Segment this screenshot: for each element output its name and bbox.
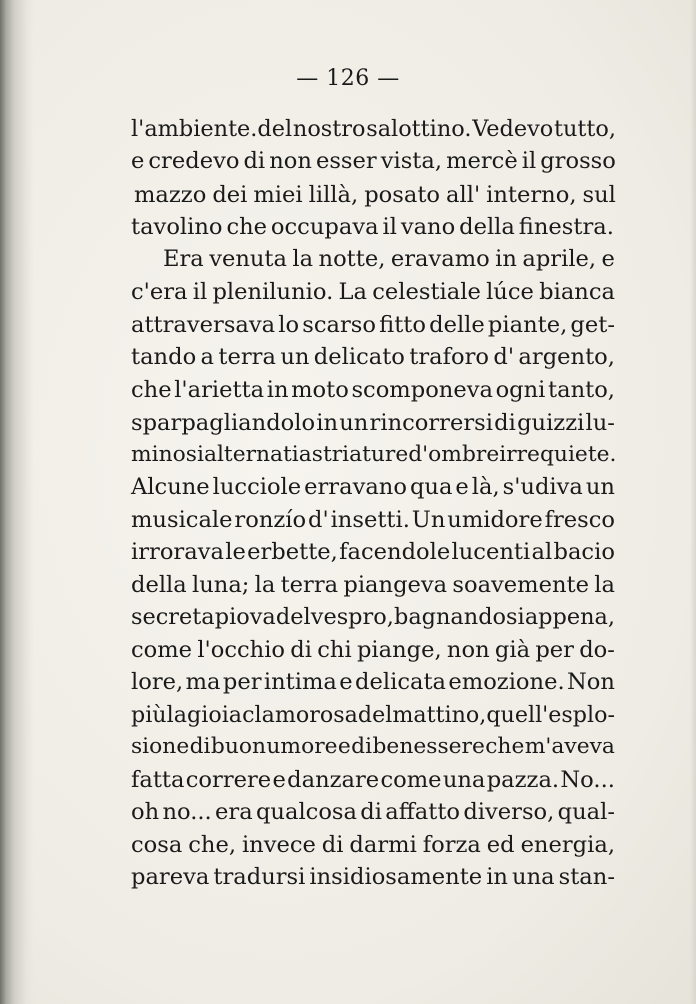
word: della xyxy=(131,572,187,598)
word: soavemente xyxy=(452,572,589,598)
word: pareva xyxy=(131,864,210,890)
word: La xyxy=(338,279,367,305)
word: do- xyxy=(579,637,615,663)
word: irrequiete. xyxy=(499,442,617,467)
word: nostro xyxy=(292,116,366,142)
word: tando xyxy=(131,344,197,370)
text-line xyxy=(131,862,615,892)
word: e xyxy=(601,246,615,272)
word: come xyxy=(131,637,193,663)
word: gioia xyxy=(187,702,243,728)
word: benessere xyxy=(372,734,485,759)
word: quell'esplo- xyxy=(486,702,615,728)
word: rincorrersi xyxy=(369,410,493,436)
word: irrorava xyxy=(131,539,224,565)
text-line xyxy=(131,277,615,307)
word: darmi xyxy=(349,832,417,858)
word: come xyxy=(380,767,442,793)
word: lo xyxy=(278,312,300,338)
word: sione xyxy=(131,734,190,759)
word: il xyxy=(521,148,537,174)
word: e xyxy=(339,669,353,695)
word: che xyxy=(485,734,525,759)
word: cosa xyxy=(131,832,183,858)
text-line xyxy=(131,765,615,795)
word: striature xyxy=(311,442,409,467)
word: lu- xyxy=(585,410,615,436)
word: di xyxy=(494,410,516,436)
word: musicale xyxy=(131,507,233,533)
word: Era xyxy=(163,246,204,272)
word: la xyxy=(166,702,187,728)
word: venuta xyxy=(209,246,287,272)
word: chi xyxy=(317,637,352,663)
word: il xyxy=(382,214,397,240)
word: diverso, xyxy=(463,799,555,825)
word: non xyxy=(446,637,490,663)
word: umidore xyxy=(447,507,543,533)
word: lucenti xyxy=(451,539,531,565)
word: terra xyxy=(280,572,339,598)
word: Non xyxy=(567,669,615,695)
word: vista, xyxy=(380,148,443,174)
word: delicato xyxy=(313,344,405,370)
word: l'ambiente.del xyxy=(131,116,293,142)
word: sul xyxy=(582,182,616,208)
word: lore, xyxy=(131,669,184,695)
word: erravano xyxy=(304,474,407,500)
word: lillà, xyxy=(308,182,359,208)
text-line xyxy=(131,635,615,665)
word: umore xyxy=(266,734,338,759)
word: invece xyxy=(241,832,316,858)
word: lúce xyxy=(486,279,534,305)
word: per xyxy=(222,669,262,695)
word: il xyxy=(192,279,208,305)
word: la xyxy=(292,246,314,272)
word: piangeva xyxy=(343,572,448,598)
word: danzare xyxy=(287,767,380,793)
word: un xyxy=(280,344,310,370)
word: emozione. xyxy=(448,669,565,695)
word: ronzío xyxy=(234,507,307,533)
word: correre xyxy=(185,767,272,793)
word: s'udiva xyxy=(502,474,583,500)
word: al xyxy=(531,539,553,565)
word: insidiosamente xyxy=(309,864,483,890)
word: plenilunio. xyxy=(212,279,334,305)
word: sparpagliandolo xyxy=(131,410,316,436)
word: là, xyxy=(471,474,500,500)
word: mattino, xyxy=(392,702,487,728)
word: una xyxy=(512,864,555,890)
word: mercè xyxy=(446,148,518,174)
word: no... xyxy=(162,799,212,825)
word: piante, xyxy=(487,312,568,338)
word: appena, xyxy=(524,604,615,630)
word: forza xyxy=(422,832,481,858)
text-line xyxy=(163,244,615,274)
text-line xyxy=(134,180,616,210)
text-line xyxy=(131,667,615,697)
word: dei xyxy=(212,182,248,208)
text-line xyxy=(131,537,615,567)
word: l'arietta xyxy=(174,377,265,403)
word: qua xyxy=(409,474,453,500)
word: in xyxy=(486,864,508,890)
word: No... xyxy=(560,767,615,793)
word: get- xyxy=(570,312,615,338)
word: guizzi xyxy=(517,410,585,436)
word: delle xyxy=(429,312,485,338)
word: eravamo xyxy=(390,246,490,272)
word: per xyxy=(535,637,574,663)
word: alternati xyxy=(203,442,299,467)
word: salottino. xyxy=(366,116,472,142)
word: bianca xyxy=(539,279,615,305)
word: che xyxy=(226,214,268,240)
word: fitto xyxy=(379,312,426,338)
text-line xyxy=(131,830,615,860)
word: buon xyxy=(210,734,267,759)
word: clamorosa xyxy=(242,702,358,728)
text-line xyxy=(131,440,615,470)
word: tutto, xyxy=(553,116,616,142)
word: di xyxy=(243,148,266,174)
word: scomponeva xyxy=(351,377,493,403)
word: Alcune xyxy=(131,474,210,500)
word: di xyxy=(290,637,312,663)
word: a xyxy=(200,344,215,370)
word: che xyxy=(131,377,172,403)
word: una xyxy=(442,767,486,793)
text-line xyxy=(131,700,615,730)
word: stan- xyxy=(558,864,615,890)
word: in xyxy=(316,410,339,436)
word: d' xyxy=(308,507,329,533)
word: grosso xyxy=(540,148,616,174)
word: oh xyxy=(131,799,160,825)
word: tanto, xyxy=(548,377,615,403)
word: attraversava xyxy=(131,312,276,338)
word: della xyxy=(459,214,515,240)
word: e xyxy=(337,734,351,759)
word: minosi xyxy=(131,442,204,467)
text-line xyxy=(131,408,615,438)
word: energia, xyxy=(520,832,615,858)
word: del xyxy=(357,702,393,728)
text-line xyxy=(131,310,615,340)
word: fresco xyxy=(544,507,615,533)
word: in xyxy=(495,246,517,272)
word: mazzo xyxy=(134,182,207,208)
word: ed xyxy=(486,832,515,858)
word: affatto xyxy=(385,799,461,825)
text-line xyxy=(131,472,615,502)
word: tavolino xyxy=(131,214,223,240)
word: intima xyxy=(263,669,337,695)
word: vespro, xyxy=(310,604,394,630)
text-line xyxy=(131,146,616,176)
word: celestiale xyxy=(372,279,481,305)
word: d'ombre xyxy=(408,442,500,467)
word: di xyxy=(321,832,344,858)
word: qualcosa xyxy=(255,799,358,825)
word: bacio xyxy=(553,539,615,565)
word: le xyxy=(225,539,246,565)
page-number: — 126 — xyxy=(296,66,400,91)
word: un xyxy=(339,410,369,436)
word: di xyxy=(360,799,382,825)
word: finestra. xyxy=(518,214,614,240)
word: un xyxy=(585,474,615,500)
word: luna; xyxy=(192,572,250,598)
word: di xyxy=(351,734,373,759)
word: piova xyxy=(214,604,276,630)
word: miei xyxy=(253,182,303,208)
word: non xyxy=(269,148,312,174)
text-line xyxy=(131,212,614,242)
word: secreta xyxy=(131,604,215,630)
word: scarso xyxy=(302,312,376,338)
text-line xyxy=(131,797,615,827)
word: terra xyxy=(218,344,276,370)
word: Vedevo xyxy=(472,116,554,142)
word: e xyxy=(131,148,145,174)
word: piange, xyxy=(356,637,442,663)
word: posato xyxy=(364,182,441,208)
word: la xyxy=(594,572,615,598)
word: era xyxy=(215,799,253,825)
word: vano xyxy=(400,214,456,240)
word: all' xyxy=(446,182,481,208)
word: m'aveva xyxy=(524,734,615,759)
word: occupava xyxy=(270,214,379,240)
word: credevo xyxy=(148,148,240,174)
word: erbette, xyxy=(247,539,338,565)
word: la xyxy=(254,572,276,598)
word: interno, xyxy=(486,182,577,208)
word: traforo xyxy=(409,344,489,370)
word: esser xyxy=(315,148,377,174)
word: c'era xyxy=(131,279,188,305)
word: aprile, xyxy=(522,246,597,272)
word: facendole xyxy=(339,539,451,565)
word: a xyxy=(298,442,312,467)
word: notte, xyxy=(318,246,386,272)
word: l'occhio xyxy=(197,637,286,663)
text-line xyxy=(131,375,615,405)
word: d' xyxy=(493,344,515,370)
word: in xyxy=(266,377,289,403)
word: pazza. xyxy=(486,767,560,793)
text-line xyxy=(131,602,615,632)
word: ma xyxy=(185,669,221,695)
text-line xyxy=(131,570,615,600)
text-line xyxy=(131,114,616,144)
word: Un xyxy=(411,507,446,533)
word: che, xyxy=(188,832,237,858)
word: qual- xyxy=(557,799,615,825)
word: ogni xyxy=(495,377,546,403)
word: argento, xyxy=(518,344,615,370)
word: del xyxy=(275,604,311,630)
word: insetti. xyxy=(330,507,410,533)
word: delicata xyxy=(355,669,447,695)
word: tradursi xyxy=(213,864,306,890)
word: di xyxy=(189,734,211,759)
text-line xyxy=(131,505,615,535)
word: e xyxy=(455,474,469,500)
text-line xyxy=(131,342,615,372)
word: lucciole xyxy=(212,474,302,500)
word: e xyxy=(272,767,286,793)
word: più xyxy=(131,702,167,728)
word: già xyxy=(494,637,531,663)
word: moto xyxy=(291,377,349,403)
word: bagnandosi xyxy=(393,604,525,630)
text-line xyxy=(131,732,615,762)
word: fatta xyxy=(131,767,185,793)
